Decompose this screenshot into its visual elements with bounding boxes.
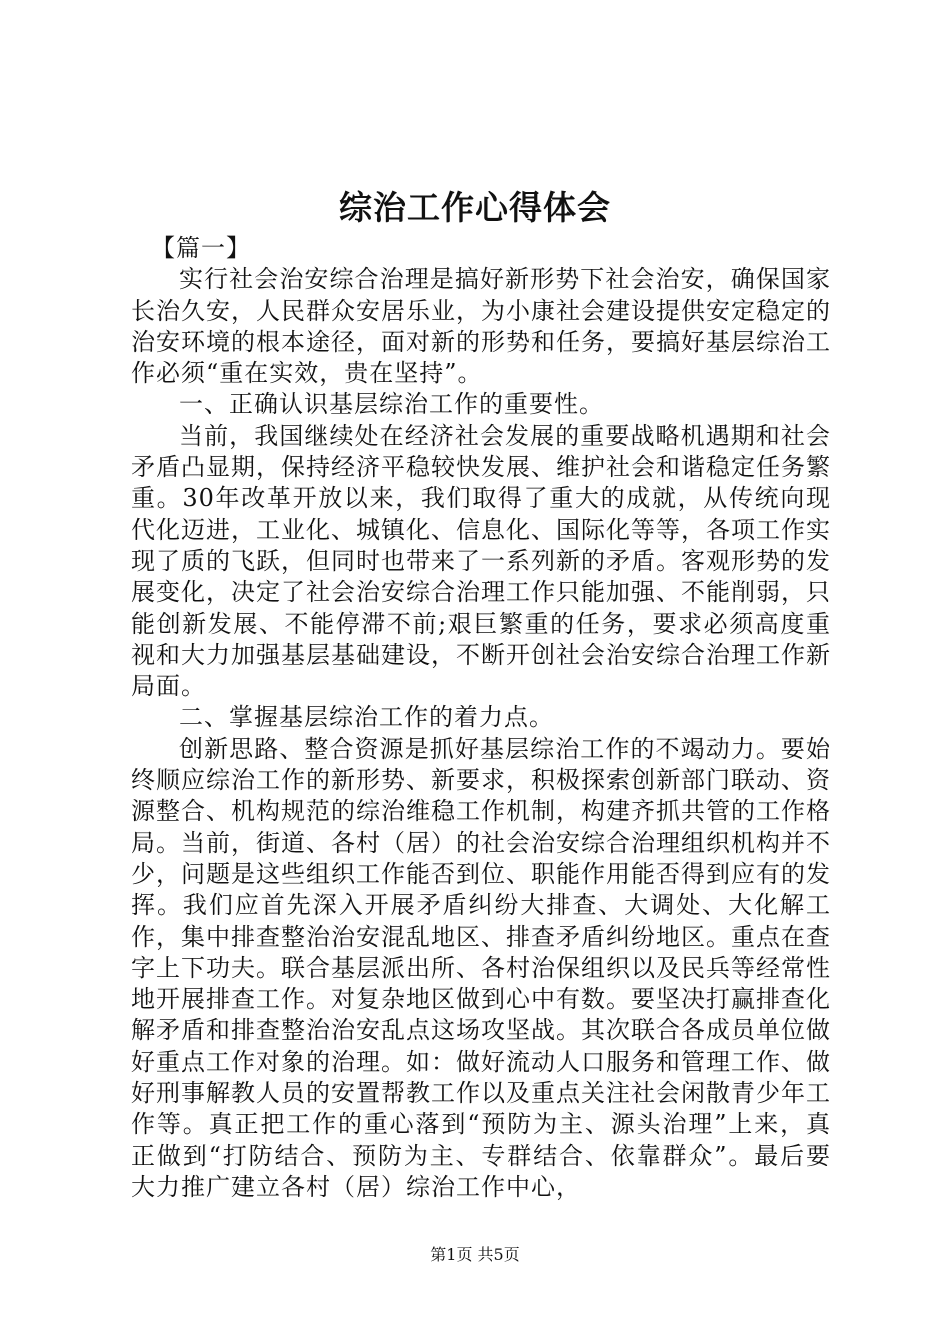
document-body [131, 233, 831, 1203]
paragraph-heading: 二、掌握基层综治工作的着力点。 [179, 703, 554, 732]
paragraph: 实行社会治安综合治理是搞好新形势下社会治安，确保国家长治久安，人民群众安居乐业，为小康社会建设提供安定稳定的治安环境的根本途径，面对新的形势和任务，要搞好基层综治工作必须“重在实效，贵在坚持”。 [131, 265, 831, 388]
paragraph: 创新思路、整合资源是抓好基层综治工作的不竭动力。要始终顺应综治工作的新形势、新要求，积极探索创新部门联动、资源整合、机构规范的综治维稳工作机制，构建齐抓共管的工作格局。当前，街道、各村（居）的社会治安综合治理组织机构并不少，问题是这些组织工作能否到位、职能作用能否得到应有的发挥。我们应首先深入开展矛盾纠纷大排查、大调处、大化解工作，集中排查整治治安混乱地区、排查矛盾纠纷地区。重点在查字上下功夫。联合基层派出所、各村治保组织以及民兵等经常性地开展排查工作。对复杂地区做到心中有数。要坚决打赢排查化解矛盾和排查整治治安乱点这场攻坚战。其次联合各成员单位做好重点工作对象的治理。如：做好流动人口服务和管理工作、做好刑事解教人员的安置帮教工作以及重点关注社会闲散青少年工作等。真正把工作的重心落到“预防为主、源头治理”上来，真正做到“打防结合、预防为主、专群结合、依靠群众”。最后要大力推广建立各村（居）综治工作中心， [131, 734, 831, 1201]
paragraph: 当前，我国继续处在经济社会发展的重要战略机遇期和社会矛盾凸显期，保持经济平稳较快发展、维护社会和谐稳定任务繁重。30年改革开放以来，我们取得了重大的成就，从传统向现代化迈进，工业化、城镇化、信息化、国际化等等，各项工作实现了质的飞跃，但同时也带来了一系列新的矛盾。客观形势的发展变化，决定了社会治安综合治理工作只能加强、不能削弱，只能创新发展、不能停滞不前;艰巨繁重的任务，要求必须高度重视和大力加强基层基础建设，不断开创社会治安综合治理工作新局面。 [131, 421, 831, 701]
document-title: 综治工作心得体会 [339, 188, 611, 227]
paragraph-heading: 一、正确认识基层综治工作的重要性。 [179, 390, 604, 419]
page-footer: 第1页 共5页 [430, 1245, 520, 1264]
section-label: 【篇一】 [151, 234, 251, 262]
